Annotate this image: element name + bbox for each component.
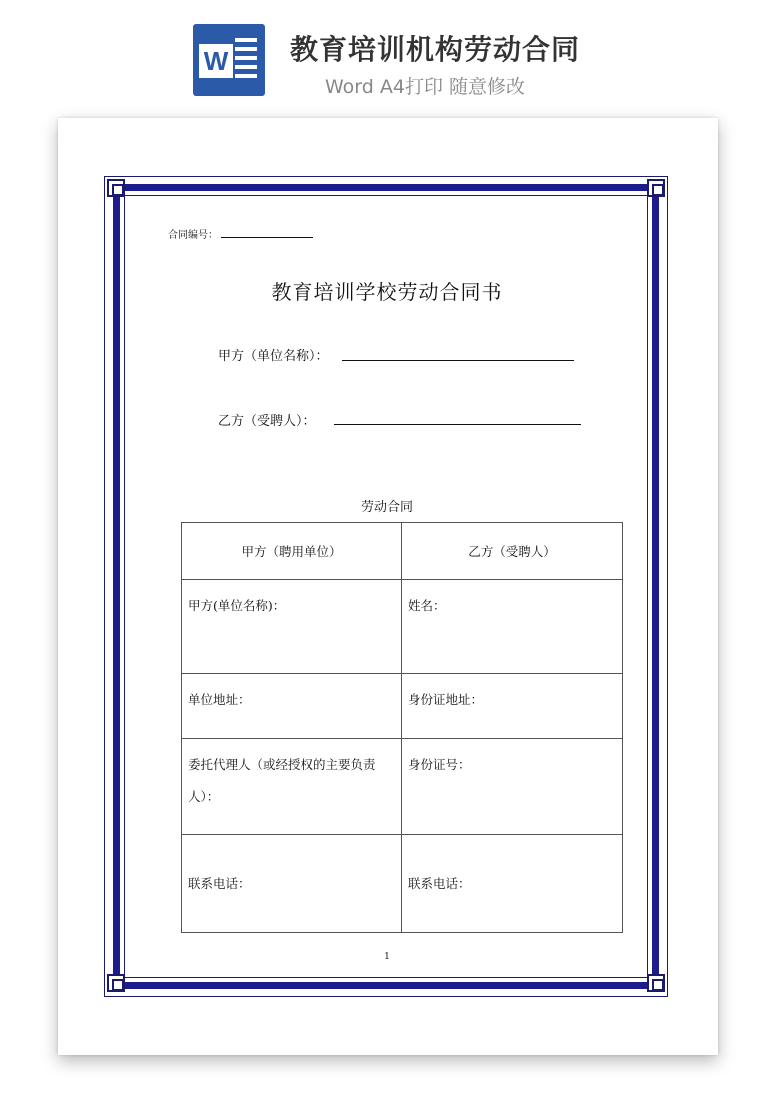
table-cell: 委托代理人（或经授权的主要负责人）： xyxy=(182,739,402,835)
word-icon-lines xyxy=(235,38,257,82)
table-row xyxy=(182,835,623,933)
table-row xyxy=(182,674,623,739)
word-icon-letter: W xyxy=(199,44,233,78)
border-corner-top-right xyxy=(647,179,665,197)
contract-number-label: 合同编号： xyxy=(168,230,218,241)
table-header-row xyxy=(182,523,623,580)
page-title: 教育培训机构劳动合同 xyxy=(290,33,581,66)
page-number: 1 xyxy=(384,952,390,962)
table-cell: 身份证地址： xyxy=(402,674,623,739)
table-cell: 甲方(单位名称)： xyxy=(182,580,402,674)
table-cell: 联系电话： xyxy=(182,835,402,933)
contract-number-blank xyxy=(221,237,313,238)
party-a-label: 甲方（单位名称）： xyxy=(218,349,329,364)
page-subtitle: Word A4打印 随意修改 xyxy=(325,76,526,98)
document-title: 教育培训学校劳动合同书 xyxy=(271,280,503,304)
word-document-icon xyxy=(193,24,265,96)
table-header-cell: 乙方（受聘人） xyxy=(402,523,623,580)
border-corner-top-left xyxy=(107,179,125,197)
table-cell: 姓名： xyxy=(402,580,623,674)
party-a-blank xyxy=(342,360,574,361)
section-title: 劳动合同 xyxy=(360,500,413,515)
table-cell: 身份证号： xyxy=(402,739,623,835)
table-cell: 单位地址： xyxy=(182,674,402,739)
table-cell: 联系电话： xyxy=(402,835,623,933)
party-b-label: 乙方（受聘人）： xyxy=(218,414,316,429)
table-header-cell: 甲方（聘用单位） xyxy=(182,523,402,580)
party-b-blank xyxy=(334,424,581,425)
contract-info-table xyxy=(181,522,623,933)
table-row xyxy=(182,580,623,674)
header xyxy=(0,0,774,110)
table-row xyxy=(182,739,623,835)
border-corner-bottom-left xyxy=(107,974,125,992)
border-corner-bottom-right xyxy=(647,974,665,992)
